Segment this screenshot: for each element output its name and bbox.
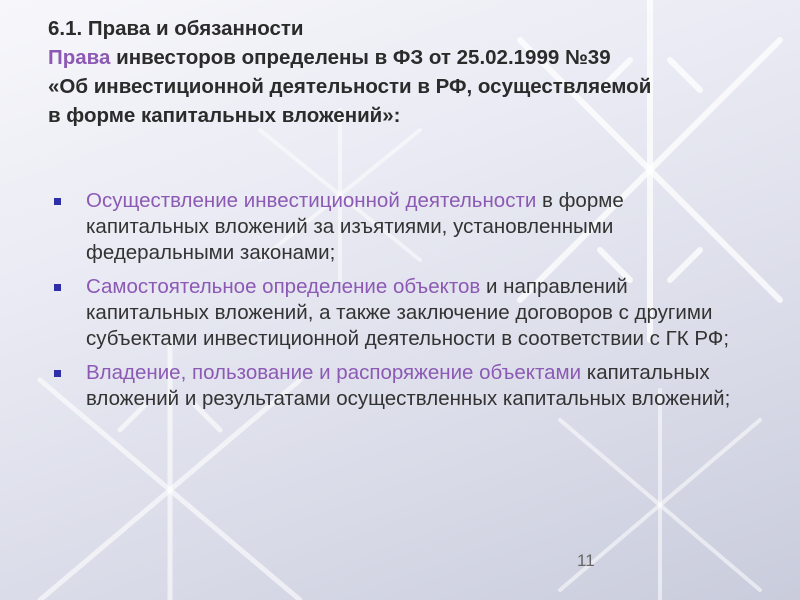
list-item <box>52 360 752 412</box>
bullet-text: и направлений капитальных вложений, а также заключение договоров с другими субъектами инвестиционной деятельности в соответствии с ГК РФ; <box>86 275 730 350</box>
bullet-lead-text: Осуществление инвестиционной деятельности <box>86 189 537 212</box>
bullet-lead-text: Владение, пользование и распоряжение объектами <box>86 361 582 384</box>
square-bullet-icon <box>54 370 61 377</box>
slide-title <box>48 14 768 130</box>
list-item <box>52 274 752 352</box>
title-line-2 <box>48 43 768 72</box>
title-line-3: «Об инвестиционной деятельности в РФ, осуществляемой <box>48 75 652 98</box>
bullet-text: в форме капитальных вложений за изъятиями, установленными федеральными законами; <box>86 189 624 264</box>
bullet-text: капитальных вложений и результатами осуществленных капитальных вложений; <box>86 361 731 410</box>
bullet-list <box>52 188 752 420</box>
list-item <box>52 188 752 266</box>
title-line-2-rest: инвесторов определены в ФЗ от 25.02.1999 №39 <box>110 46 611 69</box>
square-bullet-icon <box>54 198 61 205</box>
title-line-4: в форме капитальных вложений»: <box>48 104 401 127</box>
title-line-1: 6.1. Права и обязанности <box>48 17 304 40</box>
page-number: 11 <box>577 551 595 570</box>
bullet-lead-text: Самостоятельное определение объектов <box>86 275 481 298</box>
title-accent-word: Права <box>48 46 111 69</box>
square-bullet-icon <box>54 284 61 291</box>
